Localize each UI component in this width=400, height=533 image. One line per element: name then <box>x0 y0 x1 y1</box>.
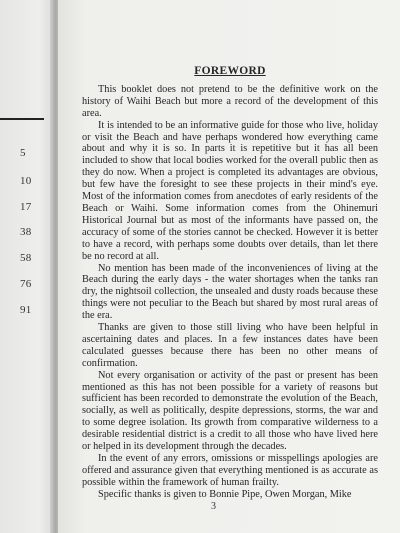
left-page <box>0 0 56 533</box>
paragraph: Thanks are given to those still living who have been helpful in ascertaining dates and places. In a few instances dates have been calculated guesses because there has been no other means of confirmation. <box>82 322 378 369</box>
page-ref: 91 <box>20 304 32 316</box>
page-number: 3 <box>211 501 216 512</box>
paragraph: This booklet does not pretend to be the definitive work on the history of Waihi Beach but more a record of the development of this area. <box>82 83 378 119</box>
page-ref: 10 <box>20 175 32 187</box>
page-ref: 58 <box>20 252 32 264</box>
page-ref: 38 <box>20 226 32 238</box>
page-ref: 5 <box>20 147 26 159</box>
paragraph: Specific thanks is given to Bonnie Pipe, Owen Morgan, Mike <box>98 488 352 500</box>
paragraph: It is intended to be an informative guide for those who live, holiday or visit the Beach and have perhaps wondered how everything came about and why it is so. In parts it is repetitive but it has all been included to show that local bodies worked for the overall public then as they do now. When a project is completed its advantages are obvious, but few have the foresight to see these projects in their mind's eye. Most of the information comes from anecdotes of early residents of the Beach or Waihi. Some information comes from the Ohinemuri Historical Journal but as most of the informants have passed on, the accuracy of some of the stories cannot be checked. However it is better to have a record, with perhaps some doubts over details, than let there be no record at all. <box>82 119 378 262</box>
paragraph: No mention has been made of the inconveniences of living at the Beach during the early days - the water shortages when the tanks ran dry, the nightsoil collection, the unsealed and dusty roads because these things were not peculiar to the Beach but shared by most rural areas of the era. <box>82 262 378 322</box>
page-ref: 76 <box>20 278 32 290</box>
foreword-content <box>82 66 378 501</box>
divider-rule <box>0 118 44 120</box>
page-title: FOREWORD <box>194 65 266 77</box>
paragraph: In the event of any errors, omissions or misspellings apologies are offered and assurance given that everything mentioned is as accurate as possible within the framework of human frailty. <box>82 453 378 488</box>
paragraph: Not every organisation or activity of the past or present has been mentioned as this has not been possible for a variety of reasons but sufficient has been recorded to demonstrate the evolution of the Beach, socially, as well as politically, despite depressions, storms, the war and to some degree isolation. Its growth from comparative wilderness to a desirable residential district is a credit to all those who have lived here or helped in its development through the decades. <box>82 369 378 453</box>
page-ref: 17 <box>20 201 32 213</box>
